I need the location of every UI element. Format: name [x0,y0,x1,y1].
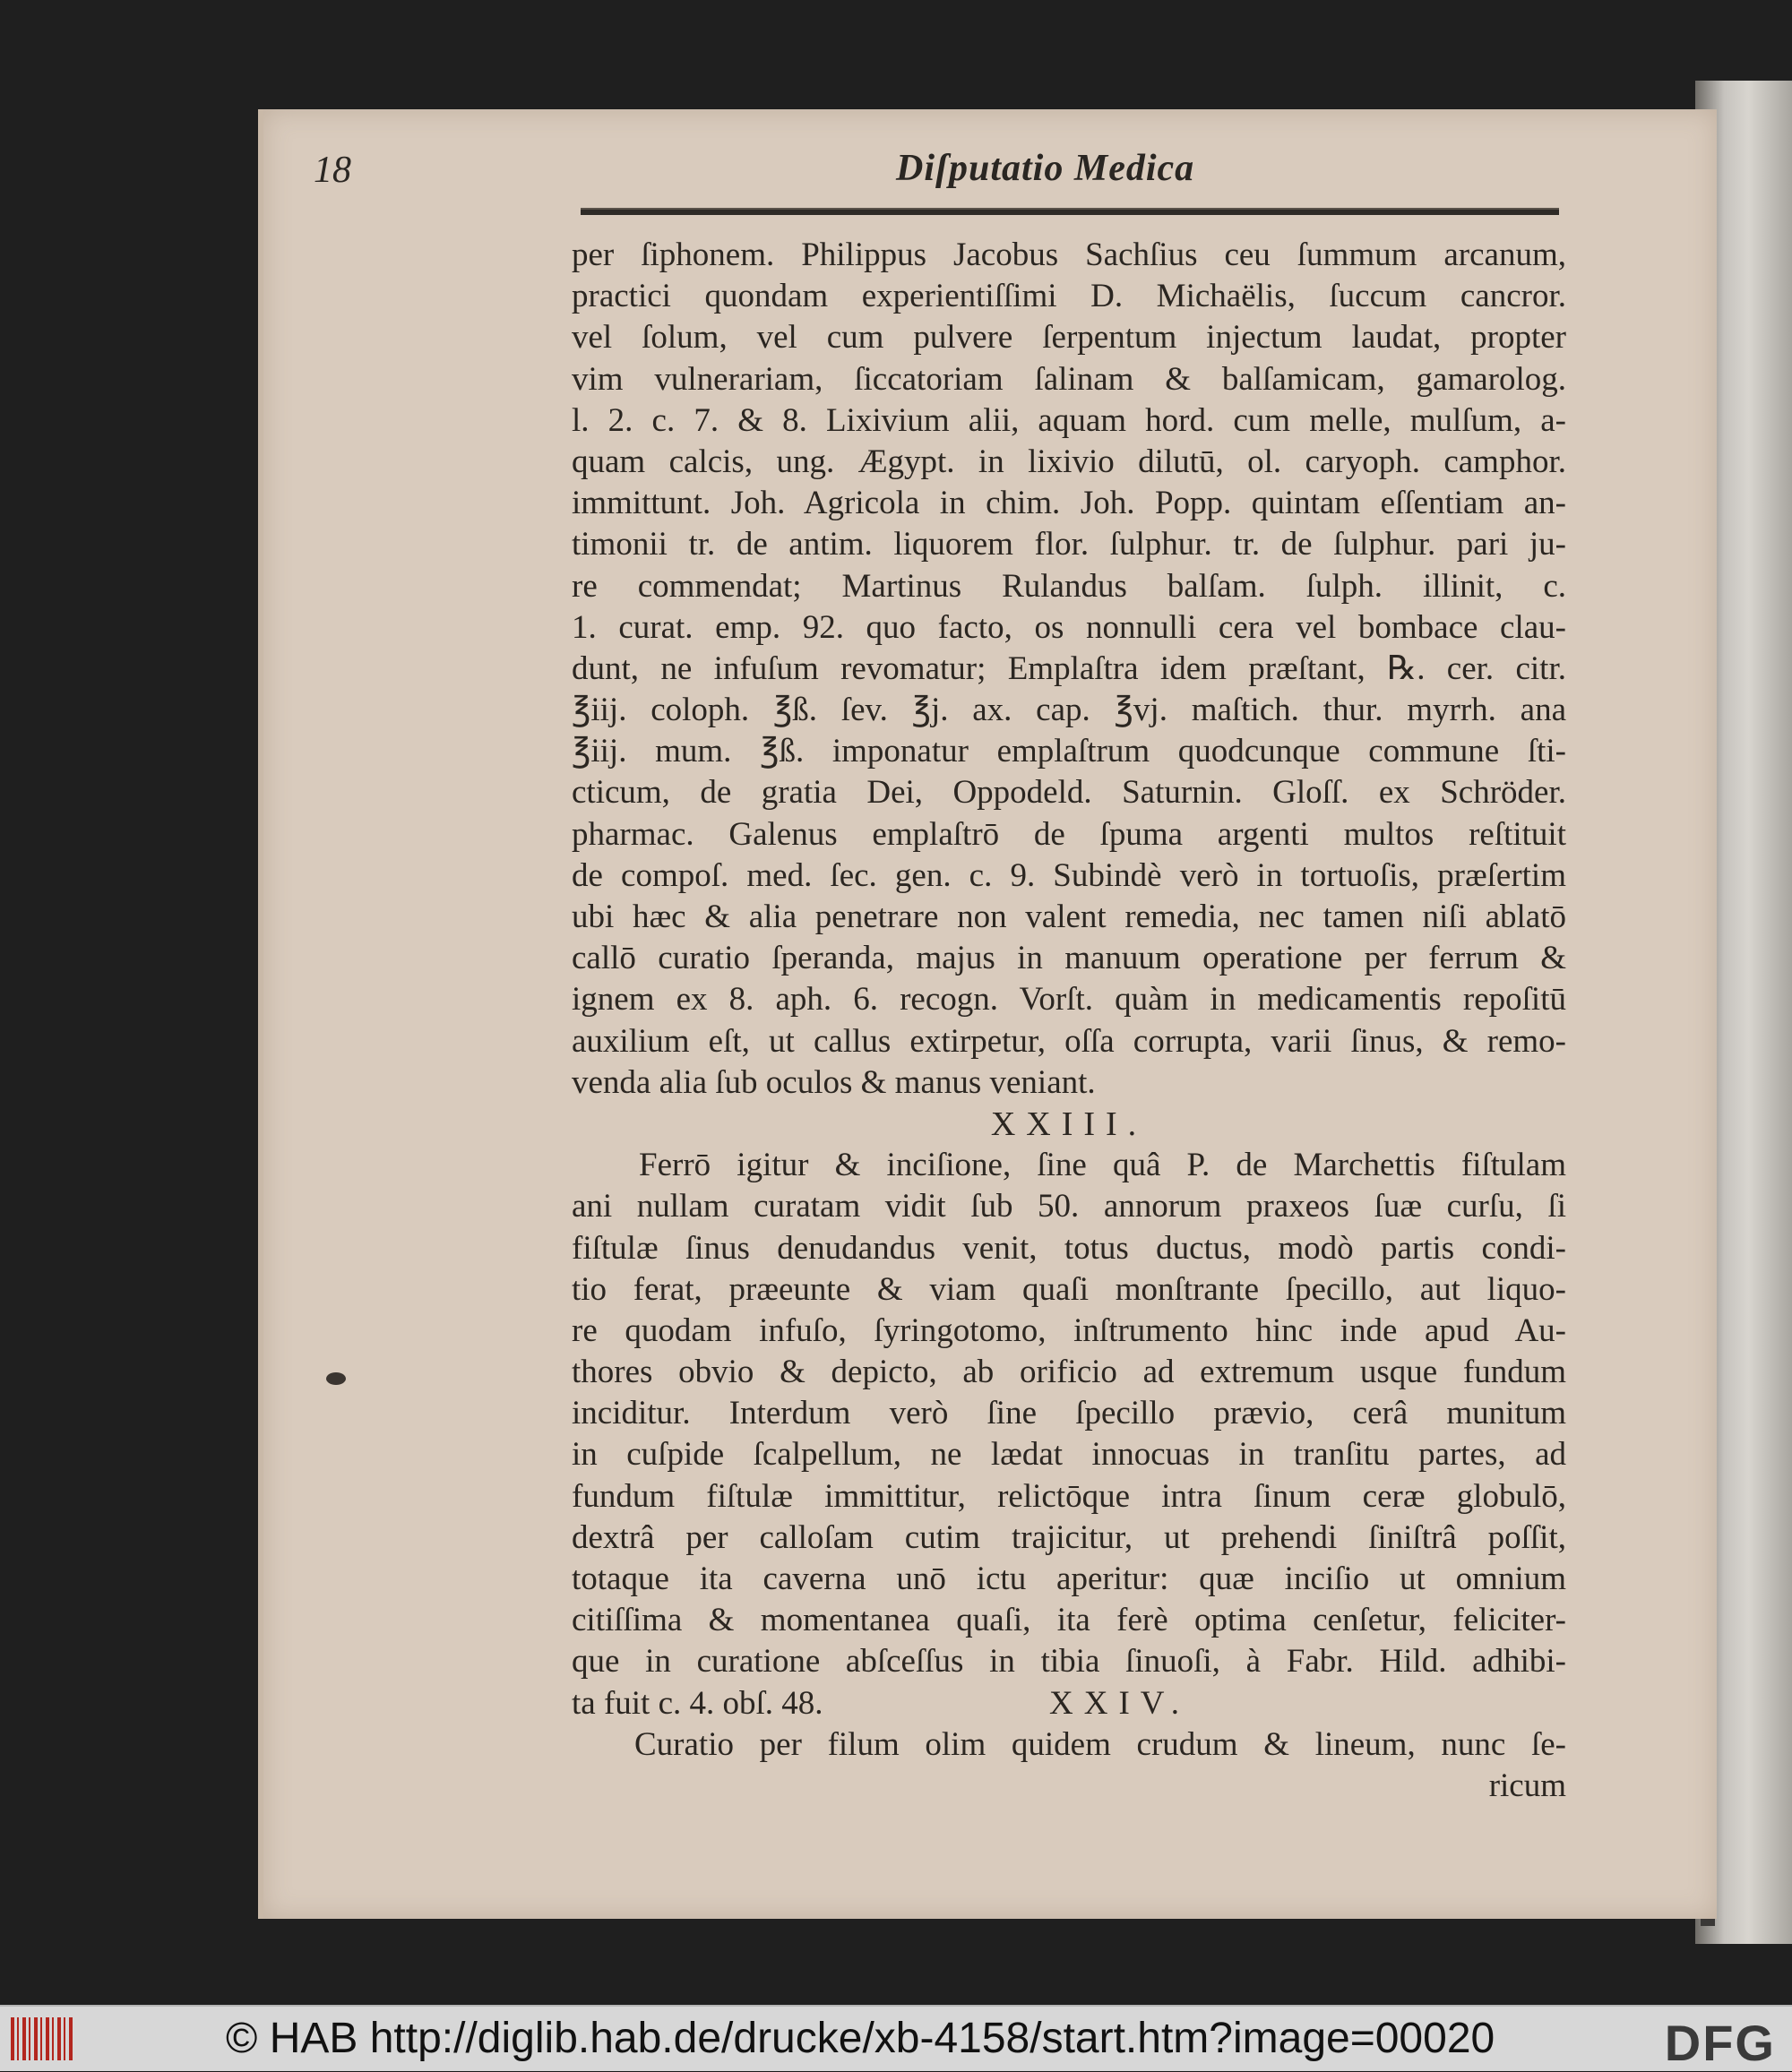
text-line: dextrâ per calloſam cutim trajicitur, ut prehendi ſiniſtrâ poſſit, [572,1518,1566,1556]
text-line: fundum fiſtulæ immittitur, relictōque intra ſinum ceræ globulō, [572,1477,1566,1515]
header-rule [581,208,1559,215]
text-line: venda alia ſub oculos & manus veniant. [572,1063,1096,1101]
text-line: ℥iij. mum. ℥ß. imponatur emplaſtrum quodcunque commune ſti- [572,733,1566,770]
text-line: citiſſima & momentanea quaſi, ita ferè optima cenſetur, feliciter- [572,1602,1566,1639]
text-line: Curatio per filum olim quidem crudum & lineum, nunc ſe- [634,1725,1566,1763]
footer-bar [0,2005,1792,2071]
text-line: dunt, ne infuſum revomatur; Emplaſtra idem præſtant, ℞. cer. citr. [572,649,1566,687]
text-line: vel ſolum, vel cum pulvere ſerpentum injectum laudat, propter [572,319,1566,357]
body-text [572,235,1566,1807]
text-line: vim vulnerariam, ſiccatoriam ſalinam & balſamicam, gamarolog. [572,360,1566,398]
text-line: que in curatione abſceſſus in tibia ſinuoſi, à Fabr. Hild. adhibi- [572,1643,1566,1681]
text-line: ani nullam curatam vidit ſub 50. annorum praxeos ſuæ curſu, ſi [572,1188,1566,1225]
ink-blot [326,1372,346,1385]
text-line: Ferrō igitur & inciſione, ſine quâ P. de Marchettis fiſtulam [639,1147,1566,1184]
running-head: Diſputatio Medica [896,148,1195,189]
text-line: de compoſ. med. ſec. gen. c. 9. Subindè verò in tortuoſis, præſertim [572,856,1566,894]
text-line: practici quondam experientiſſimi D. Michaëlis, ſuccum cancror. [572,278,1566,315]
text-line: callō curatio ſperanda, majus in manuum operatione per ferrum & [572,940,1566,977]
section-heading-xxiii: XXIII. [990,1105,1148,1143]
text-line: inciditur. Interdum verò ſine ſpecillo prævio, cerâ munitum [572,1395,1566,1432]
text-line: re commendat; Martinus Rulandus balſam. ſulph. illinit, c. [572,567,1566,605]
text-line: cticum, de gratia Dei, Oppodeld. Saturnin. Gloſſ. ex Schröder. [572,774,1566,812]
footer-link[interactable]: © HAB http://diglib.hab.de/drucke/xb-4158/start.htm?image=00020 [226,2015,1495,2062]
text-line: quam calcis, ung. Ægypt. in lixivio dilutū, ol. caryoph. camphor. [572,443,1566,480]
text-line: fiſtulæ ſinus denudandus venit, totus ductus, modò partis condi- [572,1229,1566,1267]
text-line: ubi hæc & alia penetrare non valent remedia, nec tamen niſi ablatō [572,898,1566,935]
text-line: pharmac. Galenus emplaſtrō de ſpuma argenti multos reſtituit [572,815,1566,853]
text-line: l. 2. c. 7. & 8. Lixivium alii, aquam hord. cum melle, mulſum, a- [572,401,1566,439]
text-line: timonii tr. de antim. liquorem flor. ſulphur. tr. de ſulphur. pari ju- [572,526,1566,563]
text-line-with-heading [572,1683,1566,1724]
text-line: ignem ex 8. aph. 6. recogn. Vorſt. quàm in medicamentis repoſitū [572,981,1566,1019]
text-line: 1. curat. emp. 92. quo facto, os nonnulli cera vel bombace clau- [572,608,1566,646]
text-line: ℥iij. coloph. ℥ß. ſev. ℥j. ax. cap. ℥vj. maſtich. thur. myrrh. ana [572,692,1566,729]
text-line: ta fuit c. 4. obſ. 48. [572,1684,823,1722]
text-line: re quodam infuſo, ſyringotomo, inſtrumento hinc inde apud Au- [572,1311,1566,1349]
barcode-icon [11,2017,73,2060]
text-line: totaque ita caverna unō ictu aperitur: quæ inciſio ut omnium [572,1560,1566,1597]
page-number: 18 [314,150,351,191]
text-line: thores obvio & depicto, ab orificio ad extremum usque fundum [572,1354,1566,1391]
text-line: auxilium eſt, ut callus extirpetur, oſſa corrupta, varii ſinus, & remo- [572,1022,1566,1060]
text-line: per ſiphonem. Philippus Jacobus Sachſius ceu ſummum arcanum, [572,236,1566,273]
text-line: tio ferat, præeunte & viam quaſi monſtrante ſpecillo, aut liquo- [572,1270,1566,1308]
text-line: in cuſpide ſcalpellum, ne lædat innocuas in tranſitu partes, ad [572,1436,1566,1474]
section-heading-xxiv: XXIV. [1049,1684,1190,1722]
text-line: immittunt. Joh. Agricola in chim. Joh. Popp. quintam eſſentiam an- [572,485,1566,522]
catchword: ricum [1488,1767,1566,1804]
dfg-logo: DFG [1664,2015,1776,2071]
page-header [314,143,1568,197]
